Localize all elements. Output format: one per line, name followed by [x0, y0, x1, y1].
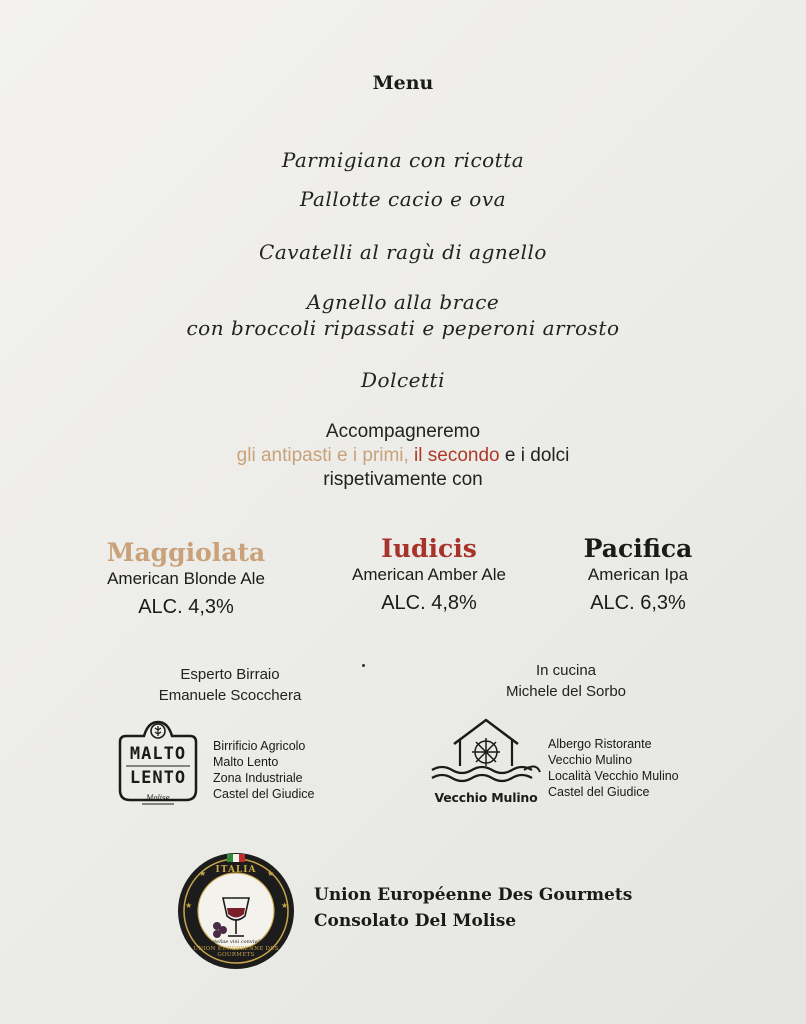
mill-house-icon: [428, 714, 544, 788]
pairing-secondo: il secondo: [408, 445, 500, 466]
beer-style: American Blonde Ale: [107, 569, 265, 588]
kitchen-address-line: Albergo Ristorante: [548, 737, 652, 751]
svg-text:★: ★: [267, 869, 275, 878]
malto-logo-line2: LENTO: [129, 768, 187, 788]
beer-name: Pacifica: [583, 534, 693, 563]
union-name: [314, 882, 632, 934]
malto-logo-line1: MALTO: [129, 744, 187, 764]
menu-title: Menu: [372, 72, 434, 94]
pairing-line1: Accompagneremo: [325, 421, 481, 442]
beer-alc: ALC. 6,3%: [590, 592, 686, 614]
vecchio-mulino-logo: [428, 714, 544, 810]
svg-text:★: ★: [199, 869, 207, 878]
dot-mark: [362, 664, 365, 667]
union-seal: [177, 846, 295, 976]
malto-logo-sub: Molise: [146, 794, 170, 802]
union-line2: Consolato Del Molise: [314, 911, 517, 931]
dish-agnello-contorno: con broccoli ripassati e peperoni arrosto: [186, 316, 620, 340]
brewer-address: [213, 738, 314, 802]
seal-top-text: ITALIA: [215, 865, 257, 875]
malto-lento-logo: [112, 718, 204, 810]
svg-text:★: ★: [185, 901, 193, 910]
dish-agnello: Agnello alla brace: [306, 290, 500, 314]
kitchen-credit: [436, 660, 696, 702]
pairing-dolci: e i dolci: [499, 445, 570, 466]
kitchen-address-line: Vecchio Mulino: [548, 753, 633, 767]
svg-text:★: ★: [281, 901, 289, 910]
beer-maggiolata: [56, 538, 316, 624]
union-line1: Union Européenne Des Gourmets: [314, 885, 633, 905]
brewer-address-line: Malto Lento: [213, 755, 279, 769]
brewer-role: Esperto Birraio: [180, 666, 280, 683]
beer-alc: ALC. 4,3%: [138, 596, 234, 618]
kitchen-role: In cucina: [535, 662, 597, 679]
dish-dolcetti: Dolcetti: [361, 368, 445, 392]
beer-alc: ALC. 4,8%: [381, 592, 477, 614]
pairing-line3: rispetivamente con: [323, 469, 483, 490]
dish-pallotte: Pallotte cacio e ova: [299, 187, 507, 211]
brewer-credit: [100, 664, 360, 706]
brewer-name: Emanuele Scocchera: [158, 687, 302, 704]
kitchen-name: Michele del Sorbo: [505, 683, 627, 700]
seal-motto-text: stellae vini convivii: [211, 939, 261, 945]
kitchen-address-line: Castel del Giudice: [548, 785, 650, 799]
beer-style: American Ipa: [587, 565, 689, 584]
mulino-logo-text: Vecchio Mulino: [434, 790, 538, 805]
brewer-address-line: Zona Industriale: [213, 771, 303, 785]
brewer-address-line: Castel del Giudice: [213, 787, 315, 801]
dish-cavatelli: Cavatelli al ragù di agnello: [259, 240, 547, 264]
pairing-line2: [0, 444, 806, 468]
seal-ring-text: UNION EUROPEENNE DES GOURMETS: [193, 946, 279, 958]
brewer-address-line: Birrificio Agricolo: [213, 739, 306, 753]
pairing-antipasti: gli antipasti e i primi,: [236, 445, 409, 466]
kitchen-address: [548, 736, 679, 800]
dish-parmigiana: Parmigiana con ricotta: [281, 148, 525, 172]
kitchen-address-line: Località Vecchio Mulino: [548, 769, 679, 783]
beer-name: Iudicis: [381, 534, 477, 563]
beer-pacifica: [508, 534, 768, 620]
beer-name: Maggiolata: [106, 538, 266, 567]
pairing-text: [0, 420, 806, 492]
beer-style: American Amber Ale: [351, 565, 506, 584]
